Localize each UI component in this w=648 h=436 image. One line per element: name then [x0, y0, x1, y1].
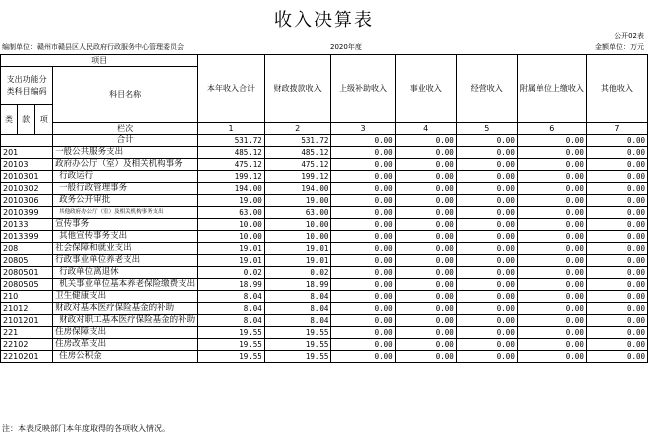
- row-value-col-4[interactable]: 0.00: [395, 327, 456, 339]
- row-value-col-3[interactable]: 0.00: [331, 183, 395, 195]
- page-title: 收入决算表: [274, 10, 374, 31]
- row-value-col-7[interactable]: 0.00: [586, 231, 647, 243]
- row-value-col-3[interactable]: 0.00: [331, 207, 395, 219]
- row-value-col-1[interactable]: 18.99: [198, 279, 265, 291]
- row-value-col-7[interactable]: 0.00: [586, 195, 647, 207]
- row-subject-name[interactable]: 机关事业单位基本养老保险缴费支出: [53, 279, 198, 291]
- row-subject-name[interactable]: 住房改革支出: [53, 339, 198, 351]
- row-value-col-7[interactable]: 0.00: [586, 315, 647, 327]
- row-value-col-5[interactable]: 0.00: [456, 183, 517, 195]
- row-value-col-3[interactable]: 0.00: [331, 195, 395, 207]
- row-value-col-3[interactable]: 0.00: [331, 291, 395, 303]
- row-value-col-3[interactable]: 0.00: [331, 279, 395, 291]
- row-value-col-6[interactable]: 0.00: [517, 339, 586, 351]
- row-code[interactable]: 2010399: [1, 207, 53, 219]
- row-value-col-2[interactable]: 18.99: [264, 279, 331, 291]
- row-value-col-6[interactable]: 0.00: [517, 135, 586, 147]
- row-code[interactable]: 2010306: [1, 195, 53, 207]
- row-value-col-2[interactable]: 531.72: [264, 135, 331, 147]
- row-value-col-6[interactable]: 0.00: [517, 327, 586, 339]
- row-value-col-5[interactable]: 0.00: [456, 147, 517, 159]
- row-value-col-4[interactable]: 0.00: [395, 351, 456, 363]
- row-value-col-3[interactable]: 0.00: [331, 243, 395, 255]
- row-value-col-5[interactable]: 0.00: [456, 267, 517, 279]
- table-row: [1, 147, 648, 159]
- row-subject-name[interactable]: 社会保障和就业支出: [53, 243, 198, 255]
- row-value-col-5[interactable]: 0.00: [456, 315, 517, 327]
- row-code[interactable]: 208: [1, 243, 53, 255]
- table-row: [1, 303, 648, 315]
- row-value-col-3[interactable]: 0.00: [331, 147, 395, 159]
- row-value-col-6[interactable]: 0.00: [517, 159, 586, 171]
- table-row: [1, 207, 648, 219]
- row-code[interactable]: 2210201: [1, 351, 53, 363]
- col-number-2: 2: [264, 123, 331, 135]
- row-value-col-5[interactable]: 0.00: [456, 243, 517, 255]
- row-value-col-2[interactable]: 10.00: [264, 231, 331, 243]
- row-value-col-3[interactable]: 0.00: [331, 315, 395, 327]
- row-value-col-6[interactable]: 0.00: [517, 171, 586, 183]
- header-xiang: 项: [35, 105, 53, 135]
- row-value-col-1[interactable]: 19.55: [198, 339, 265, 351]
- row-value-col-5[interactable]: 0.00: [456, 195, 517, 207]
- row-value-col-2[interactable]: 0.02: [264, 267, 331, 279]
- table-row: [1, 267, 648, 279]
- row-value-col-1[interactable]: 19.01: [198, 243, 265, 255]
- row-value-col-5[interactable]: 0.00: [456, 219, 517, 231]
- unit-label: 编制单位：赣州市赣县区人民政府行政服务中心管理委员会: [2, 43, 184, 51]
- row-value-col-1[interactable]: 531.72: [198, 135, 265, 147]
- col-number-3: 3: [331, 123, 395, 135]
- table-row: [1, 351, 648, 363]
- row-code[interactable]: 2101201: [1, 315, 53, 327]
- row-subject-name[interactable]: 行政事业单位养老支出: [53, 255, 198, 267]
- row-value-col-4[interactable]: 0.00: [395, 159, 456, 171]
- row-value-col-4[interactable]: 0.00: [395, 147, 456, 159]
- row-value-col-6[interactable]: 0.00: [517, 195, 586, 207]
- row-value-col-7[interactable]: 0.00: [586, 291, 647, 303]
- row-value-col-6[interactable]: 0.00: [517, 267, 586, 279]
- row-value-col-2[interactable]: 19.55: [264, 339, 331, 351]
- table-row: [1, 339, 648, 351]
- row-value-col-7[interactable]: 0.00: [586, 159, 647, 171]
- table-row: [1, 231, 648, 243]
- row-subject-name[interactable]: 宣传事务: [53, 219, 198, 231]
- row-code[interactable]: 21012: [1, 303, 53, 315]
- form-code: 公开02表: [614, 32, 644, 40]
- table-row: [1, 327, 648, 339]
- row-code[interactable]: 20103: [1, 159, 53, 171]
- row-value-col-5[interactable]: 0.00: [456, 339, 517, 351]
- row-value-col-4[interactable]: 0.00: [395, 243, 456, 255]
- row-value-col-3[interactable]: 0.00: [331, 327, 395, 339]
- row-value-col-5[interactable]: 0.00: [456, 303, 517, 315]
- row-value-col-1[interactable]: 10.00: [198, 219, 265, 231]
- row-value-col-2[interactable]: 475.12: [264, 159, 331, 171]
- row-value-col-1[interactable]: 194.00: [198, 183, 265, 195]
- row-value-col-3[interactable]: 0.00: [331, 171, 395, 183]
- row-value-col-1[interactable]: 8.04: [198, 315, 265, 327]
- row-value-col-5[interactable]: 0.00: [456, 135, 517, 147]
- row-value-col-3[interactable]: 0.00: [331, 219, 395, 231]
- row-value-col-6[interactable]: 0.00: [517, 303, 586, 315]
- row-value-col-7[interactable]: 0.00: [586, 351, 647, 363]
- row-code[interactable]: 2013399: [1, 231, 53, 243]
- row-value-col-4[interactable]: 0.00: [395, 183, 456, 195]
- row-value-col-2[interactable]: 19.00: [264, 195, 331, 207]
- row-value-col-7[interactable]: 0.00: [586, 243, 647, 255]
- table-row: [1, 243, 648, 255]
- row-code[interactable]: 20805: [1, 255, 53, 267]
- total-row: [1, 135, 648, 147]
- row-value-col-1[interactable]: 8.04: [198, 303, 265, 315]
- row-value-col-5[interactable]: 0.00: [456, 207, 517, 219]
- header-func-code: 支出功能分类科目编码: [1, 67, 53, 105]
- row-value-col-2[interactable]: 19.55: [264, 327, 331, 339]
- row-value-col-6[interactable]: 0.00: [517, 255, 586, 267]
- footnote: 注：本表反映部门本年度取得的各项收入情况。: [2, 424, 170, 433]
- row-code[interactable]: 201: [1, 147, 53, 159]
- row-value-col-2[interactable]: 8.04: [264, 315, 331, 327]
- row-subject-name[interactable]: 一般公共服务支出: [53, 147, 198, 159]
- row-subject-name[interactable]: 卫生健康支出: [53, 291, 198, 303]
- row-value-col-3[interactable]: 0.00: [331, 351, 395, 363]
- row-value-col-2[interactable]: 194.00: [264, 183, 331, 195]
- header-project: 项目: [1, 55, 198, 67]
- header-lei: 类: [1, 105, 18, 135]
- row-value-col-4[interactable]: 0.00: [395, 219, 456, 231]
- row-value-col-4[interactable]: 0.00: [395, 231, 456, 243]
- row-value-col-7[interactable]: 0.00: [586, 207, 647, 219]
- row-value-col-6[interactable]: 0.00: [517, 183, 586, 195]
- table-row: [1, 291, 648, 303]
- row-value-col-4[interactable]: 0.00: [395, 195, 456, 207]
- row-value-col-4[interactable]: 0.00: [395, 207, 456, 219]
- row-value-col-1[interactable]: 10.00: [198, 231, 265, 243]
- row-value-col-6[interactable]: 0.00: [517, 219, 586, 231]
- row-code[interactable]: 2010301: [1, 171, 53, 183]
- row-value-col-1[interactable]: 199.12: [198, 171, 265, 183]
- row-value-col-2[interactable]: 19.01: [264, 243, 331, 255]
- row-value-col-1[interactable]: 19.55: [198, 351, 265, 363]
- row-code[interactable]: 22102: [1, 339, 53, 351]
- row-value-col-7[interactable]: 0.00: [586, 279, 647, 291]
- row-value-col-1[interactable]: 19.01: [198, 255, 265, 267]
- row-value-col-4[interactable]: 0.00: [395, 171, 456, 183]
- row-value-col-5[interactable]: 0.00: [456, 327, 517, 339]
- row-subject-name[interactable]: 行政单位离退休: [53, 267, 198, 279]
- row-value-col-6[interactable]: 0.00: [517, 207, 586, 219]
- row-value-col-1[interactable]: 19.00: [198, 195, 265, 207]
- row-value-col-2[interactable]: 199.12: [264, 171, 331, 183]
- header-lanci: 栏次: [53, 123, 198, 135]
- row-code[interactable]: 20133: [1, 219, 53, 231]
- row-value-col-5[interactable]: 0.00: [456, 159, 517, 171]
- col-number-6: 6: [517, 123, 586, 135]
- row-value-col-4[interactable]: 0.00: [395, 291, 456, 303]
- row-value-col-7[interactable]: 0.00: [586, 327, 647, 339]
- row-code[interactable]: 2080505: [1, 279, 53, 291]
- row-subject-name[interactable]: 住房保障支出: [53, 327, 198, 339]
- row-code[interactable]: 221: [1, 327, 53, 339]
- col-number-5: 5: [456, 123, 517, 135]
- table-row: [1, 171, 648, 183]
- row-value-col-2[interactable]: 19.01: [264, 255, 331, 267]
- col-header-5: 经营收入: [456, 55, 517, 123]
- row-value-col-3[interactable]: 0.00: [331, 231, 395, 243]
- row-value-col-7[interactable]: 0.00: [586, 183, 647, 195]
- header-kuan: 款: [18, 105, 35, 135]
- row-code[interactable]: [1, 135, 53, 147]
- row-subject-name[interactable]: 合计: [53, 135, 198, 147]
- table-row: [1, 279, 648, 291]
- row-value-col-7[interactable]: 0.00: [586, 303, 647, 315]
- row-value-col-4[interactable]: 0.00: [395, 339, 456, 351]
- amount-unit: 金额单位：万元: [595, 43, 644, 51]
- row-code[interactable]: 210: [1, 291, 53, 303]
- row-value-col-6[interactable]: 0.00: [517, 315, 586, 327]
- row-value-col-3[interactable]: 0.00: [331, 267, 395, 279]
- row-value-col-4[interactable]: 0.00: [395, 303, 456, 315]
- table-row: [1, 159, 648, 171]
- income-table: [0, 54, 648, 363]
- row-subject-name[interactable]: 财政对职工基本医疗保险基金的补助: [53, 315, 198, 327]
- row-value-col-1[interactable]: 63.00: [198, 207, 265, 219]
- row-value-col-1[interactable]: 0.02: [198, 267, 265, 279]
- row-code[interactable]: 2080501: [1, 267, 53, 279]
- col-header-6: 附属单位上缴收入: [517, 55, 586, 123]
- row-value-col-5[interactable]: 0.00: [456, 231, 517, 243]
- row-value-col-7[interactable]: 0.00: [586, 219, 647, 231]
- row-value-col-5[interactable]: 0.00: [456, 279, 517, 291]
- row-value-col-1[interactable]: 19.55: [198, 327, 265, 339]
- col-number-1: 1: [198, 123, 265, 135]
- row-value-col-1[interactable]: 475.12: [198, 159, 265, 171]
- col-header-3: 上级补助收入: [331, 55, 395, 123]
- row-subject-name[interactable]: 财政对基本医疗保险基金的补助: [53, 303, 198, 315]
- row-value-col-7[interactable]: 0.00: [586, 135, 647, 147]
- row-subject-name[interactable]: 政务公开审批: [53, 195, 198, 207]
- row-value-col-7[interactable]: 0.00: [586, 255, 647, 267]
- row-subject-name[interactable]: 住房公积金: [53, 351, 198, 363]
- row-value-col-3[interactable]: 0.00: [331, 255, 395, 267]
- row-value-col-3[interactable]: 0.00: [331, 303, 395, 315]
- row-value-col-6[interactable]: 0.00: [517, 279, 586, 291]
- col-header-2: 财政拨款收入: [264, 55, 331, 123]
- col-number-4: 4: [395, 123, 456, 135]
- row-value-col-6[interactable]: 0.00: [517, 243, 586, 255]
- row-subject-name[interactable]: 其他宣传事务支出: [53, 231, 198, 243]
- row-value-col-1[interactable]: 8.04: [198, 291, 265, 303]
- row-value-col-2[interactable]: 485.12: [264, 147, 331, 159]
- row-value-col-2[interactable]: 8.04: [264, 291, 331, 303]
- row-value-col-2[interactable]: 19.55: [264, 351, 331, 363]
- row-value-col-5[interactable]: 0.00: [456, 351, 517, 363]
- row-subject-name[interactable]: 其他政府办公厅（室）及相关机构事务支出: [53, 207, 198, 219]
- row-value-col-3[interactable]: 0.00: [331, 339, 395, 351]
- row-value-col-5[interactable]: 0.00: [456, 291, 517, 303]
- row-subject-name[interactable]: 行政运行: [53, 171, 198, 183]
- header-subject-name: 科目名称: [53, 67, 198, 123]
- row-value-col-4[interactable]: 0.00: [395, 279, 456, 291]
- row-value-col-2[interactable]: 8.04: [264, 303, 331, 315]
- table-row: [1, 183, 648, 195]
- row-value-col-7[interactable]: 0.00: [586, 339, 647, 351]
- row-value-col-4[interactable]: 0.00: [395, 135, 456, 147]
- row-value-col-6[interactable]: 0.00: [517, 351, 586, 363]
- row-value-col-7[interactable]: 0.00: [586, 171, 647, 183]
- row-value-col-3[interactable]: 0.00: [331, 135, 395, 147]
- row-value-col-6[interactable]: 0.00: [517, 291, 586, 303]
- row-value-col-4[interactable]: 0.00: [395, 267, 456, 279]
- row-value-col-6[interactable]: 0.00: [517, 147, 586, 159]
- row-value-col-7[interactable]: 0.00: [586, 147, 647, 159]
- row-value-col-3[interactable]: 0.00: [331, 159, 395, 171]
- row-value-col-4[interactable]: 0.00: [395, 255, 456, 267]
- row-value-col-5[interactable]: 0.00: [456, 171, 517, 183]
- row-value-col-6[interactable]: 0.00: [517, 231, 586, 243]
- row-code[interactable]: 2010302: [1, 183, 53, 195]
- col-number-7: 7: [586, 123, 647, 135]
- row-value-col-2[interactable]: 63.00: [264, 207, 331, 219]
- table-row: [1, 315, 648, 327]
- row-value-col-7[interactable]: 0.00: [586, 267, 647, 279]
- row-subject-name[interactable]: 一般行政管理事务: [53, 183, 198, 195]
- col-header-1: 本年收入合计: [198, 55, 265, 123]
- col-header-7: 其他收入: [586, 55, 647, 123]
- table-row: [1, 255, 648, 267]
- row-value-col-1[interactable]: 485.12: [198, 147, 265, 159]
- col-header-4: 事业收入: [395, 55, 456, 123]
- table-row: [1, 219, 648, 231]
- row-subject-name[interactable]: 政府办公厅（室）及相关机构事务: [53, 159, 198, 171]
- row-value-col-4[interactable]: 0.00: [395, 315, 456, 327]
- row-value-col-2[interactable]: 10.00: [264, 219, 331, 231]
- report-year: 2020年度: [330, 43, 362, 51]
- table-row: [1, 195, 648, 207]
- row-value-col-5[interactable]: 0.00: [456, 255, 517, 267]
